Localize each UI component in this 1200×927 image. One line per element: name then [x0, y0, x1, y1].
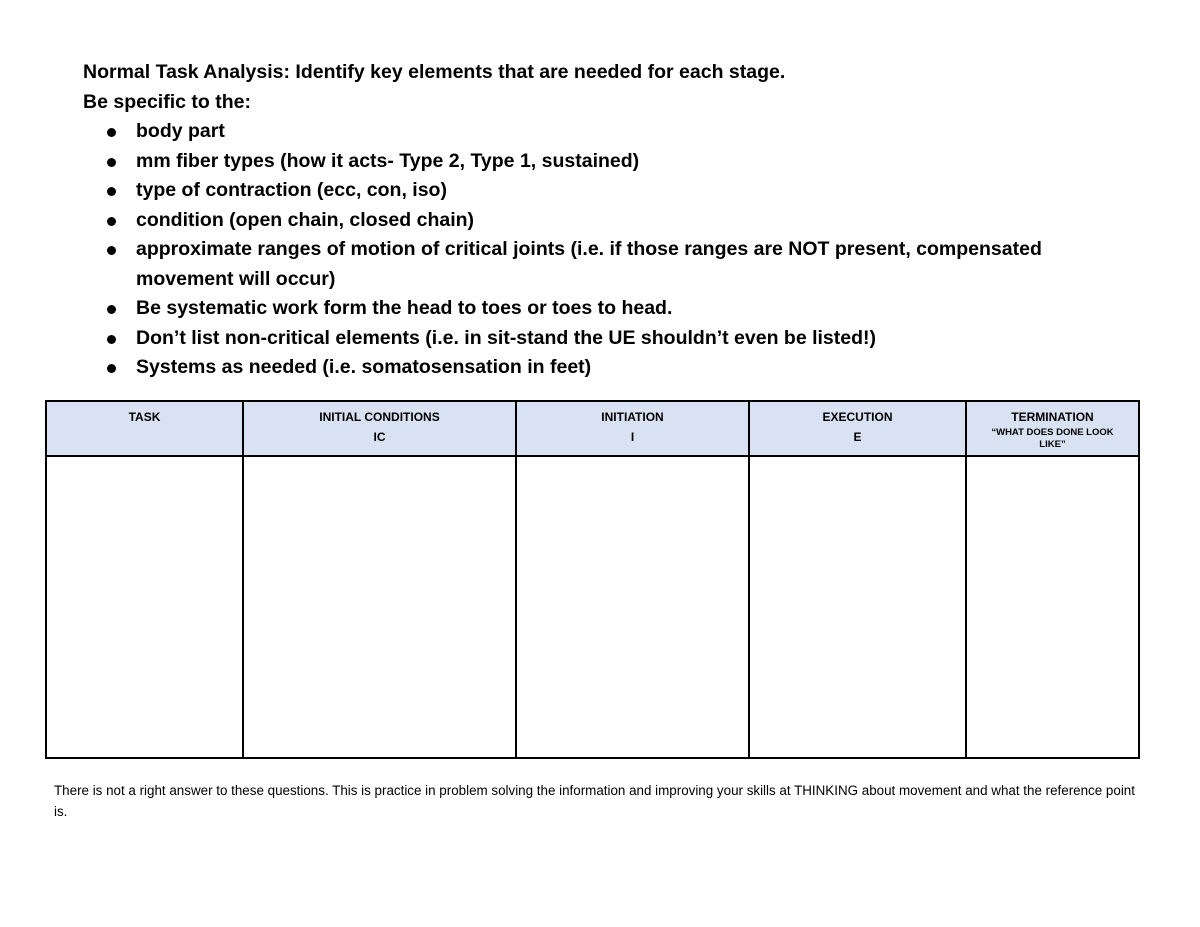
bullet-item	[83, 235, 1143, 294]
bullet-text: Systems as needed (i.e. somatosensation in feet)	[136, 356, 592, 378]
footer-note: There is not a right answer to these questions. This is practice in problem solving the information and improving your skills at THINKING about movement and what the reference point is.	[54, 783, 1135, 819]
instructions-title: Normal Task Analysis: Identify key elements that are needed for each stage.	[83, 61, 786, 83]
column-header-execution	[749, 401, 966, 456]
table-row	[46, 456, 1139, 758]
instructions-block	[83, 58, 1143, 383]
bullet-dot-icon	[107, 335, 116, 344]
bullet-item	[83, 176, 1143, 206]
cell-task[interactable]	[46, 456, 243, 758]
column-header-label: TASK	[128, 410, 161, 424]
task-analysis-table	[45, 400, 1140, 759]
bullet-text: approximate ranges of motion of critical joints (i.e. if those ranges are NOT present, compensated movement will occur)	[136, 238, 1042, 290]
bullet-text: Be systematic work form the head to toes or toes to head.	[136, 297, 673, 319]
column-header-label: TERMINATION	[1011, 410, 1094, 424]
bullet-dot-icon	[107, 217, 116, 226]
bullet-item	[83, 294, 1143, 324]
cell-initiation[interactable]	[516, 456, 749, 758]
column-header-abbrev: IC	[373, 430, 386, 444]
bullet-text: body part	[136, 120, 225, 142]
bullet-dot-icon	[107, 187, 116, 196]
column-header-label: INITIAL CONDITIONS	[319, 410, 440, 424]
column-header-task	[46, 401, 243, 456]
bullet-dot-icon	[107, 128, 116, 137]
column-header-label: EXECUTION	[822, 410, 893, 424]
column-header-initial-conditions	[243, 401, 516, 456]
column-header-abbrev: I	[630, 430, 635, 444]
bullet-text: condition (open chain, closed chain)	[136, 208, 475, 231]
column-header-label: INITIATION	[601, 410, 664, 424]
cell-termination[interactable]	[966, 456, 1139, 758]
column-header-initiation	[516, 401, 749, 456]
bullet-item	[83, 324, 1143, 354]
bullet-text: mm fiber types (how it acts- Type 2, Type 1, sustained)	[136, 149, 640, 172]
bullet-dot-icon	[107, 305, 116, 314]
cell-execution[interactable]	[749, 456, 966, 758]
bullet-item	[83, 206, 1143, 236]
column-header-abbrev: E	[853, 430, 862, 444]
table-header-row	[46, 401, 1139, 456]
bullet-item	[83, 353, 1143, 383]
bullet-dot-icon	[107, 158, 116, 167]
bullet-item	[83, 117, 1143, 147]
bullet-dot-icon	[107, 246, 116, 255]
instructions-bullet-list	[83, 117, 1143, 383]
column-header-note: “WHAT DOES DONE LOOK LIKE”	[991, 427, 1114, 450]
cell-initial-conditions[interactable]	[243, 456, 516, 758]
column-header-termination	[966, 401, 1139, 456]
bullet-dot-icon	[107, 364, 116, 373]
bullet-item	[83, 147, 1143, 177]
bullet-text: Don’t list non-critical elements (i.e. in sit-stand the UE shouldn’t even be listed!)	[136, 326, 877, 349]
instructions-subtitle: Be specific to the:	[83, 90, 251, 113]
bullet-text: type of contraction (ecc, con, iso)	[136, 179, 447, 201]
